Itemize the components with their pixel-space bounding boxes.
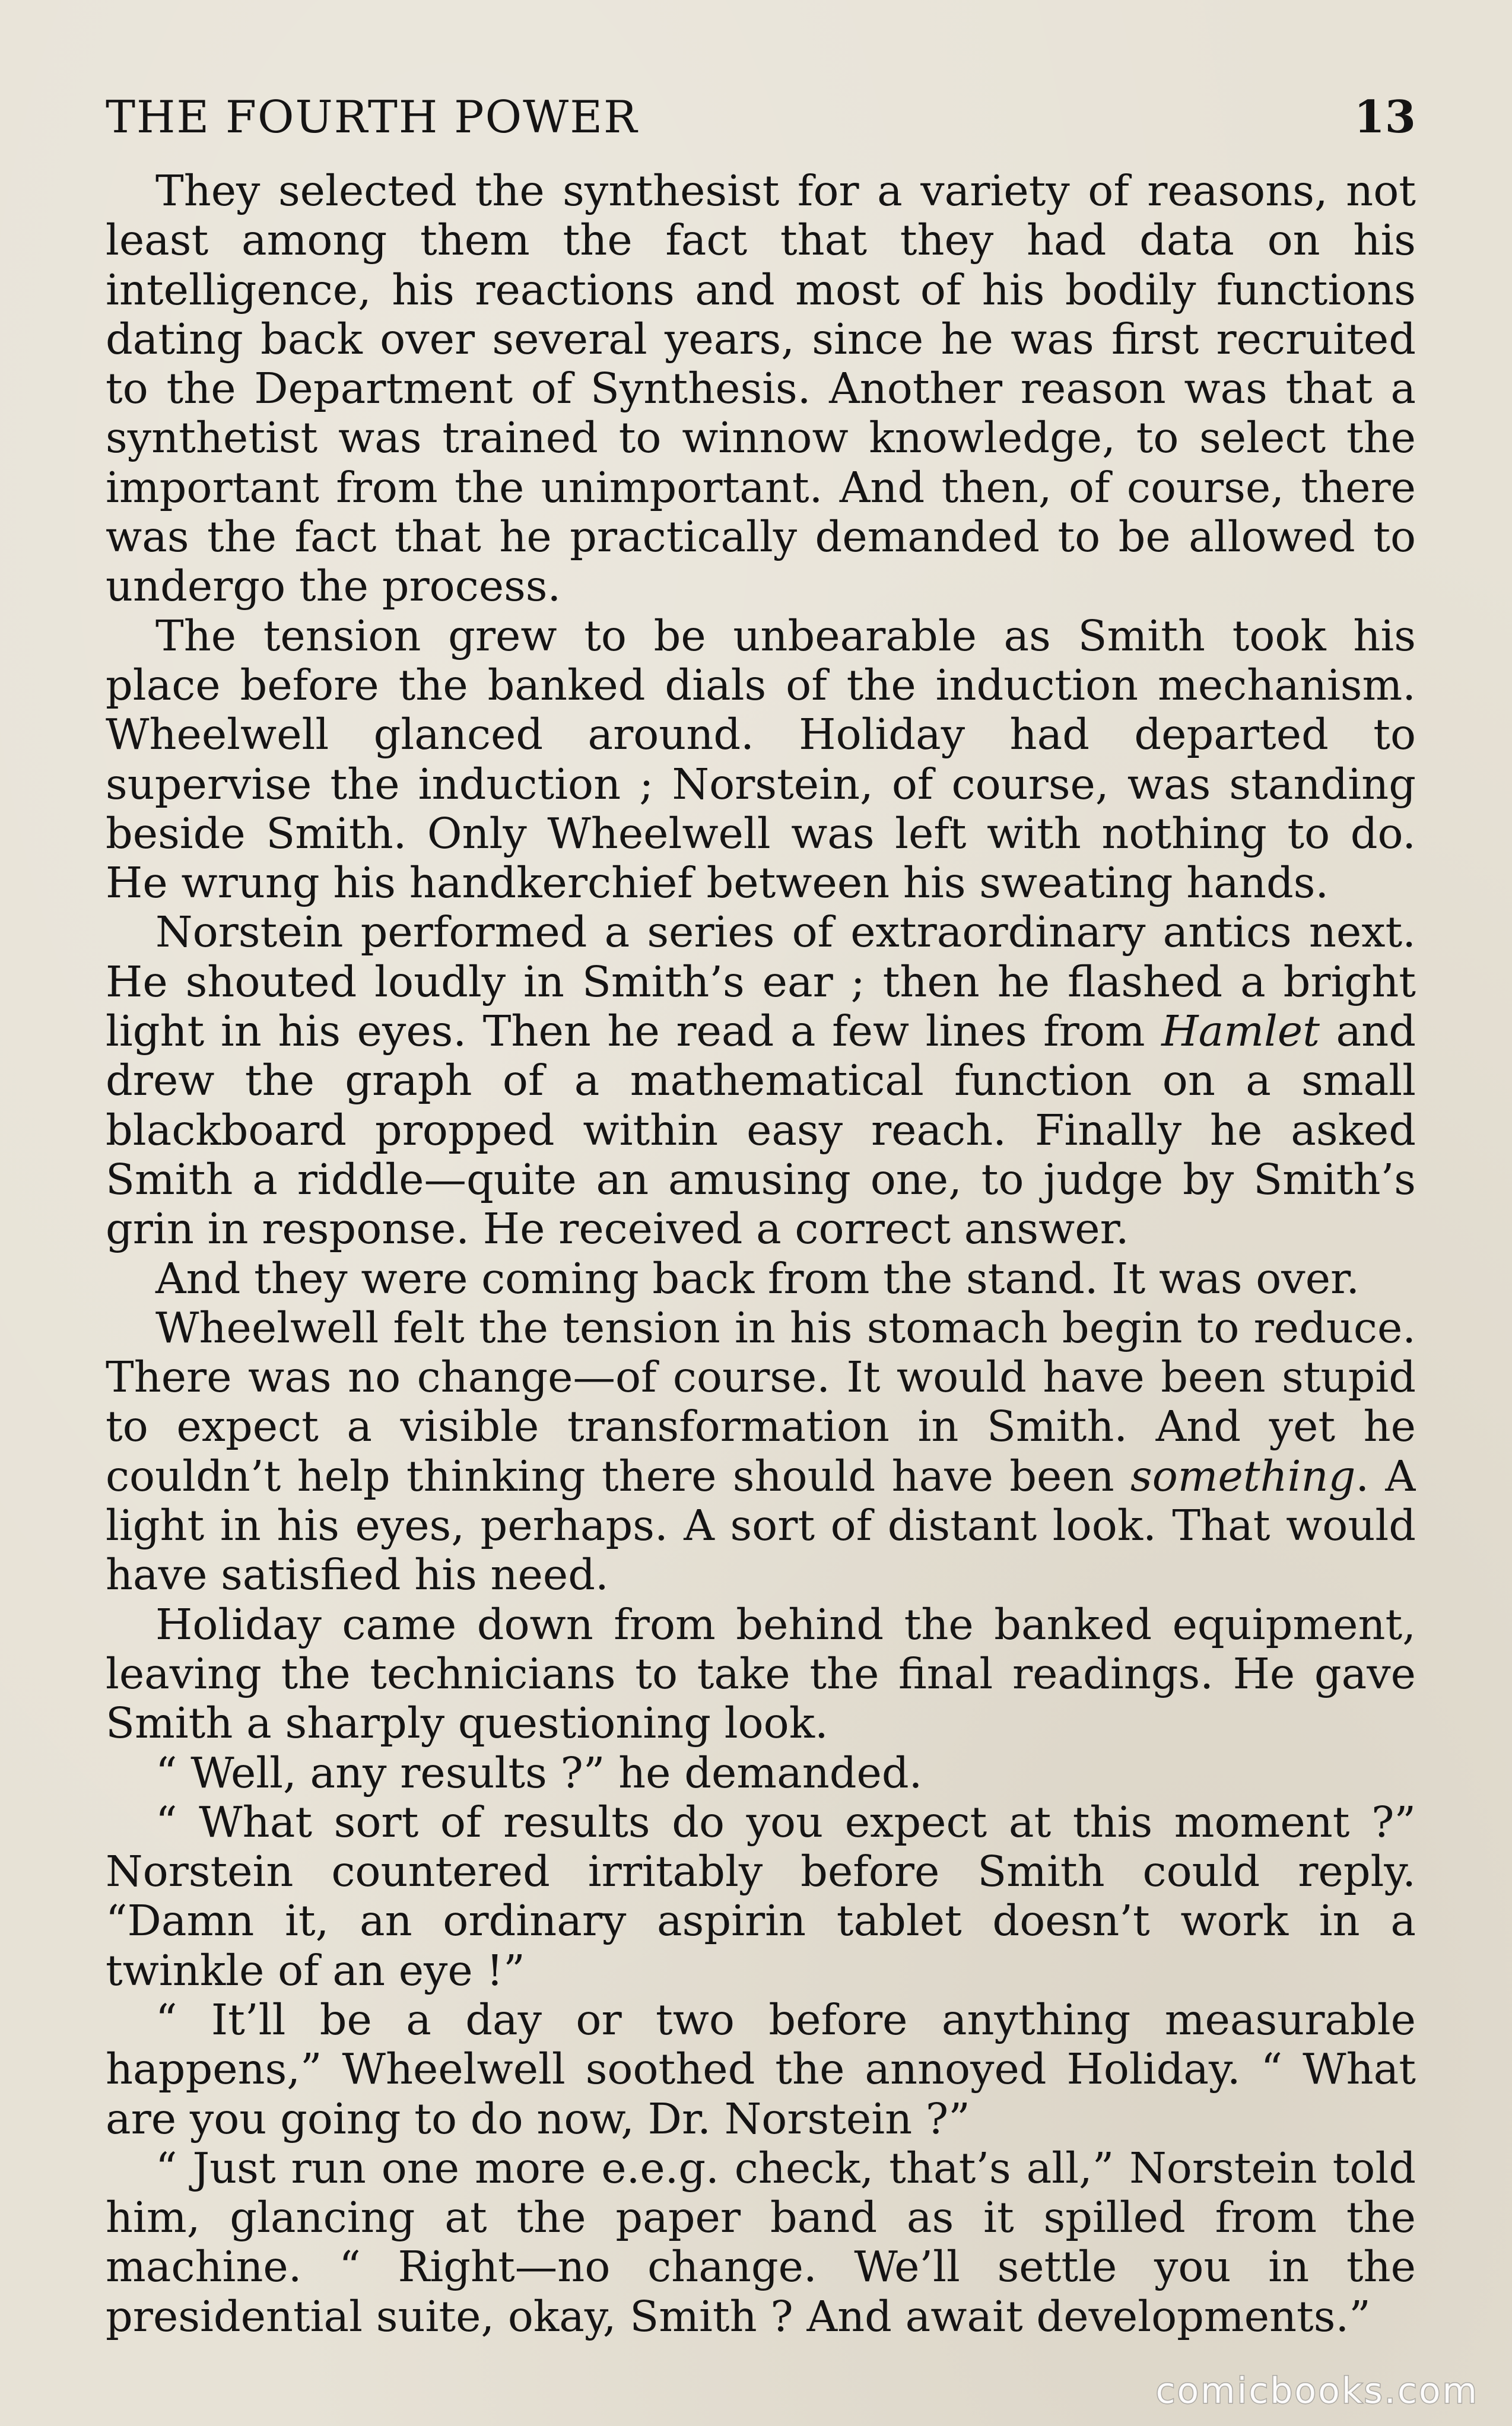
italic-title-hamlet: Hamlet xyxy=(1161,1006,1320,1056)
body-text xyxy=(106,166,1416,2341)
running-head xyxy=(106,83,1416,166)
paragraph xyxy=(106,1303,1416,1600)
paragraph-text: Norstein performed a series of extraordinary antics next. He shouted loudly in Smith’s ear ; then he flashed a bright light in his eyes. Then he read a few lines from xyxy=(106,907,1416,1056)
paragraph: And they were coming back from the stand. It was over. xyxy=(155,1253,1360,1303)
paragraph: “ It’ll be a day or two before anything measurable happens,” Wheelwell soothed the annoyed Holiday. “ What are you going to do now, Dr. Norstein ?” xyxy=(106,1995,1416,2144)
paragraph: “ Well, any results ?” he demanded. xyxy=(155,1748,923,1798)
italic-emphasis: something xyxy=(1130,1451,1356,1501)
paragraph-text: Wheelwell felt the tension in his stomach begin to reduce. There was no change—of course. It would have been stupid to expect a visible transformation in Smith. And yet he couldn’t help thinking there should have been xyxy=(106,1303,1416,1501)
paragraph-text: and drew the graph of a mathematical function on a small blackboard propped within easy reach. Finally he asked Smith a riddle—quite an amusing one, to judge by Smith’s grin in response. He received a correct answer. xyxy=(106,1006,1416,1254)
book-page xyxy=(106,83,1416,2368)
paragraph-text: . A light in his eyes, perhaps. A sort of distant look. That would have satisfied his need. xyxy=(106,1451,1416,1600)
paragraph: The tension grew to be unbearable as Smith took his place before the banked dials of the induction mechanism. Wheelwell glanced around. Holiday had departed to supervise the induction ; Norstein, of course, was standing beside Smith. Only Wheelwell was left with nothing to do. He wrung his handkerchief between his sweating hands. xyxy=(106,611,1416,908)
book-title: THE FOURTH POWER xyxy=(106,91,639,143)
paragraph: Holiday came down from behind the banked equipment, leaving the technicians to take the final readings. He gave Smith a sharply questioning look. xyxy=(106,1599,1416,1748)
paragraph: “ Just run one more e.e.g. check, that’s all,” Norstein told him, glancing at the paper band as it spilled from the machine. “ Right—no change. We’ll settle you in the presidential suite, okay, Smith ? And await developments.” xyxy=(106,2143,1416,2341)
paragraph: They selected the synthesist for a variety of reasons, not least among them the fact that they had data on his intelligence, his reactions and most of his bodily functions dating back over several years, since he was first recruited to the Department of Synthesis. Another reason was that a synthetist was trained to winnow knowledge, to select the important from the unimportant. And then, of course, there was the fact that he practically demanded to be allowed to undergo the process. xyxy=(106,166,1416,611)
paragraph xyxy=(106,907,1416,1253)
watermark: comicbooks.com xyxy=(1155,2370,1479,2412)
paragraph: “ What sort of results do you expect at this moment ?” Norstein countered irritably before Smith could reply. “Damn it, an ordinary aspirin tablet doesn’t work in a twinkle of an eye !” xyxy=(106,1797,1416,1995)
page-number: 13 xyxy=(1354,91,1416,143)
